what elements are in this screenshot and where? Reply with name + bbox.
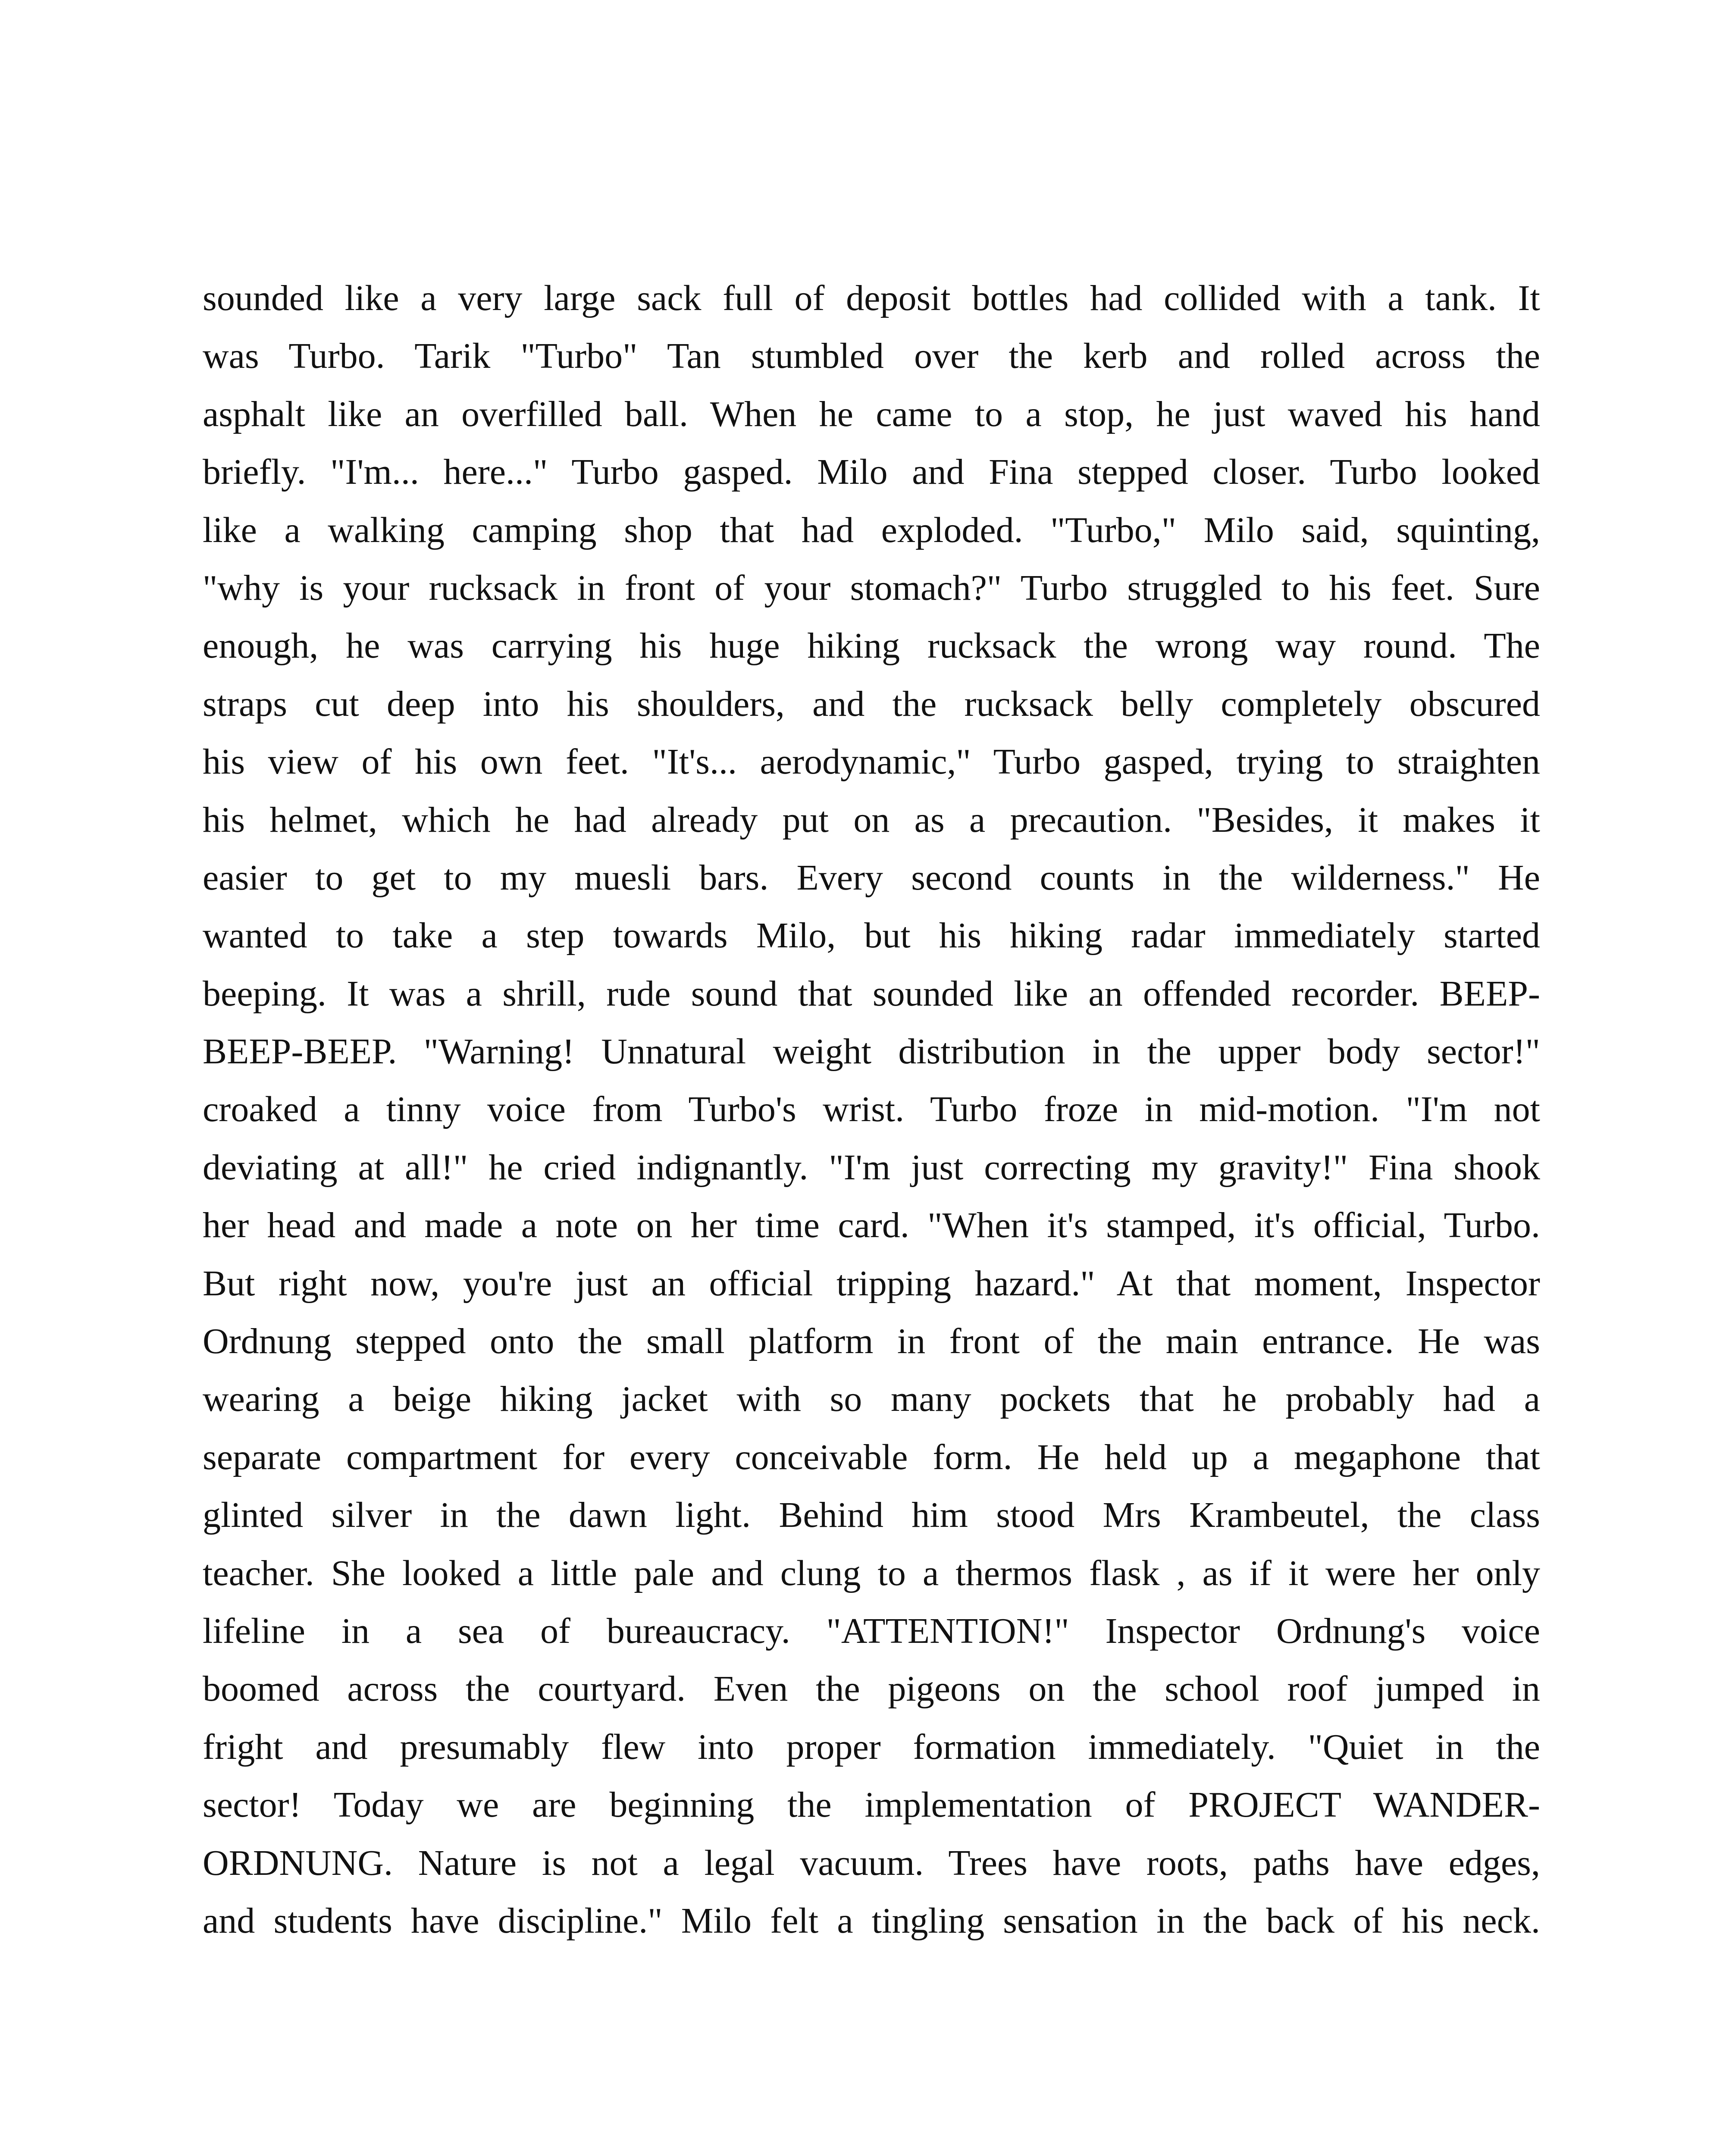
text-line: boomed across the courtyard. Even the pigeons on the school roof jumped in: [203, 1669, 1540, 1709]
text-line: beeping. It was a shrill, rude sound that sounded like an offended recorder. BEEP-: [203, 973, 1540, 1014]
text-line: asphalt like an overfilled ball. When he came to a stop, he just waved his hand: [203, 394, 1540, 434]
text-line: wearing a beige hiking jacket with so many pockets that he probably had a: [203, 1379, 1540, 1420]
text-line: separate compartment for every conceivable form. He held up a megaphone that: [203, 1437, 1540, 1477]
text-line: ORDNUNG. Nature is not a legal vacuum. Trees have roots, paths have edges,: [203, 1843, 1540, 1883]
text-line: sounded like a very large sack full of deposit bottles had collided with a tank. It: [203, 278, 1540, 318]
text-line: BEEP-BEEP. "Warning! Unnatural weight distribution in the upper body sector!": [203, 1031, 1540, 1072]
text-line: sector! Today we are beginning the implementation of PROJECT WANDER-: [203, 1785, 1540, 1825]
text-line: easier to get to my muesli bars. Every second counts in the wilderness." He: [203, 857, 1540, 898]
text-line: wanted to take a step towards Milo, but his hiking radar immediately started: [203, 915, 1540, 956]
text-line: lifeline in a sea of bureaucracy. "ATTENTION!" Inspector Ordnung's voice: [203, 1611, 1540, 1651]
text-line: straps cut deep into his shoulders, and the rucksack belly completely obscured: [203, 683, 1540, 724]
text-line: and students have discipline." Milo felt a tingling sensation in the back of his neck.: [203, 1900, 1540, 1941]
text-line: Ordnung stepped onto the small platform in front of the main entrance. He was: [203, 1321, 1540, 1362]
text-line: glinted silver in the dawn light. Behind him stood Mrs Krambeutel, the class: [203, 1495, 1540, 1536]
text-line: deviating at all!" he cried indignantly. "I'm just correcting my gravity!" Fina shook: [203, 1147, 1540, 1188]
text-line: his helmet, which he had already put on as a precaution. "Besides, it makes it: [203, 799, 1540, 840]
text-line: croaked a tinny voice from Turbo's wrist. Turbo froze in mid-motion. "I'm not: [203, 1089, 1540, 1130]
text-line: enough, he was carrying his huge hiking rucksack the wrong way round. The: [203, 626, 1540, 666]
body-text: [203, 270, 1540, 1950]
text-line: his view of his own feet. "It's... aerodynamic," Turbo gasped, trying to straighten: [203, 742, 1540, 782]
text-line: teacher. She looked a little pale and clung to a thermos flask , as if it were her only: [203, 1553, 1540, 1593]
text-line: fright and presumably flew into proper formation immediately. "Quiet in the: [203, 1727, 1540, 1767]
text-line: "why is your rucksack in front of your stomach?" Turbo struggled to his feet. Sure: [203, 567, 1540, 608]
text-line: But right now, you're just an official tripping hazard." At that moment, Inspector: [203, 1263, 1540, 1304]
text-line: like a walking camping shop that had exploded. "Turbo," Milo said, squinting,: [203, 510, 1540, 550]
text-line: her head and made a note on her time card. "When it's stamped, it's official, Turbo.: [203, 1205, 1540, 1246]
text-line: was Turbo. Tarik "Turbo" Tan stumbled over the kerb and rolled across the: [203, 336, 1540, 376]
text-line: briefly. "I'm... here..." Turbo gasped. Milo and Fina stepped closer. Turbo looked: [203, 452, 1540, 492]
